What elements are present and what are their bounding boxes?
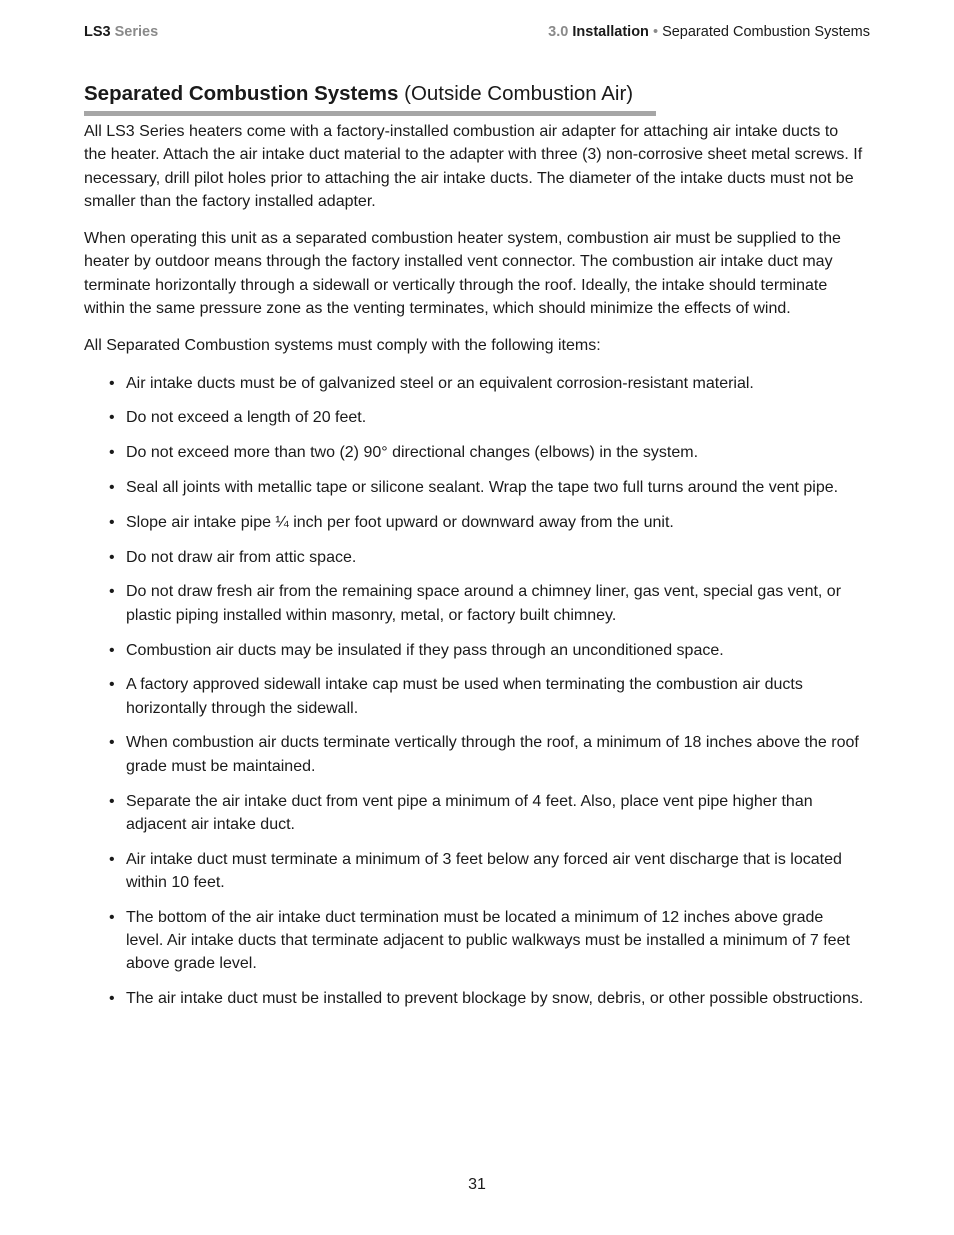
header-series: Series [114, 24, 159, 40]
operation-paragraph: When operating this unit as a separated combustion heater system, combustion air must be supplied to the heater by outdoor means through the factory installed vent connector. The combustion air intake duct may terminate horizontally through a sidewall or vertically through the roof. Ideally, the intake should terminate within the same pressure zone as the venting terminates, which should minimize the effects of wind. [84, 230, 841, 318]
bullet: • [109, 444, 115, 462]
bullet: • [109, 374, 115, 392]
bullet: • [109, 734, 115, 752]
list-item-text: Do not draw fresh air from the remaining space around a chimney liner, gas vent, special gas vent, or plastic piping installed within masonry, metal, or factory built chimney. [126, 583, 842, 624]
bullet: • [109, 548, 115, 566]
page-number: 31 [468, 1176, 486, 1193]
requirements-lead: All Separated Combustion systems must comply with the following items: [84, 337, 601, 355]
bullet: • [109, 792, 115, 810]
bullet: • [109, 641, 115, 659]
list-item-text: The bottom of the air intake duct termination must be located a minimum of 12 inches above grade level. Air intake ducts that terminate adjacent to public walkways must be installed a minimum of 7 feet above grade level. [126, 908, 850, 973]
list-item-text: Do not exceed a length of 20 feet. [126, 409, 367, 427]
list-item [84, 580, 864, 627]
list-item-text: Seal all joints with metallic tape or silicone sealant. Wrap the tape two full turns around the vent pipe. [126, 479, 839, 497]
bullet: • [109, 479, 115, 497]
list-item [84, 372, 864, 395]
title-underline [84, 111, 656, 116]
section-title-paren: (Outside Combustion Air) [404, 82, 634, 105]
bullet: • [109, 676, 115, 694]
bullet: • [109, 409, 115, 427]
list-item-text: Separate the air intake duct from vent pipe a minimum of 4 feet. Also, place vent pipe higher than adjacent air intake duct. [126, 792, 813, 833]
section-title-block [84, 80, 656, 116]
intro-paragraph: All LS3 Series heaters come with a factory-installed combustion air adapter for attaching air intake ducts to the heater. Attach the air intake duct material to the adapter with three (3) non-corrosive sheet metal screws. If necessary, drill pilot holes prior to attaching the air intake ducts. The diameter of the intake ducts must not be smaller than the factory installed adapter. [84, 123, 863, 210]
main-content [84, 120, 864, 1022]
header-product [84, 24, 158, 40]
page-header [84, 24, 870, 44]
list-item [84, 731, 864, 778]
header-model: LS3 [84, 24, 111, 40]
list-item [84, 511, 864, 534]
list-item-text: Do not exceed more than two (2) 90° directional changes (elbows) in the system. [126, 444, 699, 462]
list-item [84, 848, 864, 895]
bullet: • [109, 513, 115, 531]
header-section [548, 24, 870, 40]
list-item-text: The air intake duct must be installed to prevent blockage by snow, debris, or other possible obstructions. [126, 990, 864, 1008]
requirements-list [84, 372, 864, 1011]
list-item [84, 406, 864, 429]
list-item [84, 639, 864, 662]
bullet: • [109, 908, 115, 926]
list-item [84, 987, 864, 1010]
bullet: • [109, 850, 115, 868]
list-item [84, 441, 864, 464]
list-item [84, 476, 864, 499]
bullet: • [109, 583, 115, 601]
bullet: • [109, 990, 115, 1008]
list-item [84, 906, 864, 976]
list-item-text: Combustion air ducts may be insulated if they pass through an unconditioned space. [126, 641, 724, 659]
list-item-text: A factory approved sidewall intake cap must be used when terminating the combustion air ducts horizontally through the sidewall. [126, 676, 803, 717]
list-item [84, 790, 864, 837]
list-item [84, 546, 864, 569]
header-separator: • [652, 24, 659, 40]
list-item-text: Slope air intake pipe ¼ inch per foot upward or downward away from the unit. [126, 513, 674, 531]
list-item [84, 673, 864, 720]
header-subsection: Separated Combustion Systems [662, 24, 870, 40]
section-title-main: Separated Combustion Systems [84, 82, 399, 105]
list-item-text: When combustion air ducts terminate vertically through the roof, a minimum of 18 inches above the roof grade must be maintained. [126, 734, 859, 775]
header-section-number: 3.0 [548, 24, 569, 40]
list-item-text: Air intake duct must terminate a minimum of 3 feet below any forced air vent discharge that is located within 10 feet. [126, 850, 842, 891]
list-item-text: Air intake ducts must be of galvanized steel or an equivalent corrosion-resistant material. [126, 374, 754, 392]
section-title [84, 80, 656, 108]
header-section-name: Installation [572, 24, 649, 40]
list-item-text: Do not draw air from attic space. [126, 548, 357, 566]
